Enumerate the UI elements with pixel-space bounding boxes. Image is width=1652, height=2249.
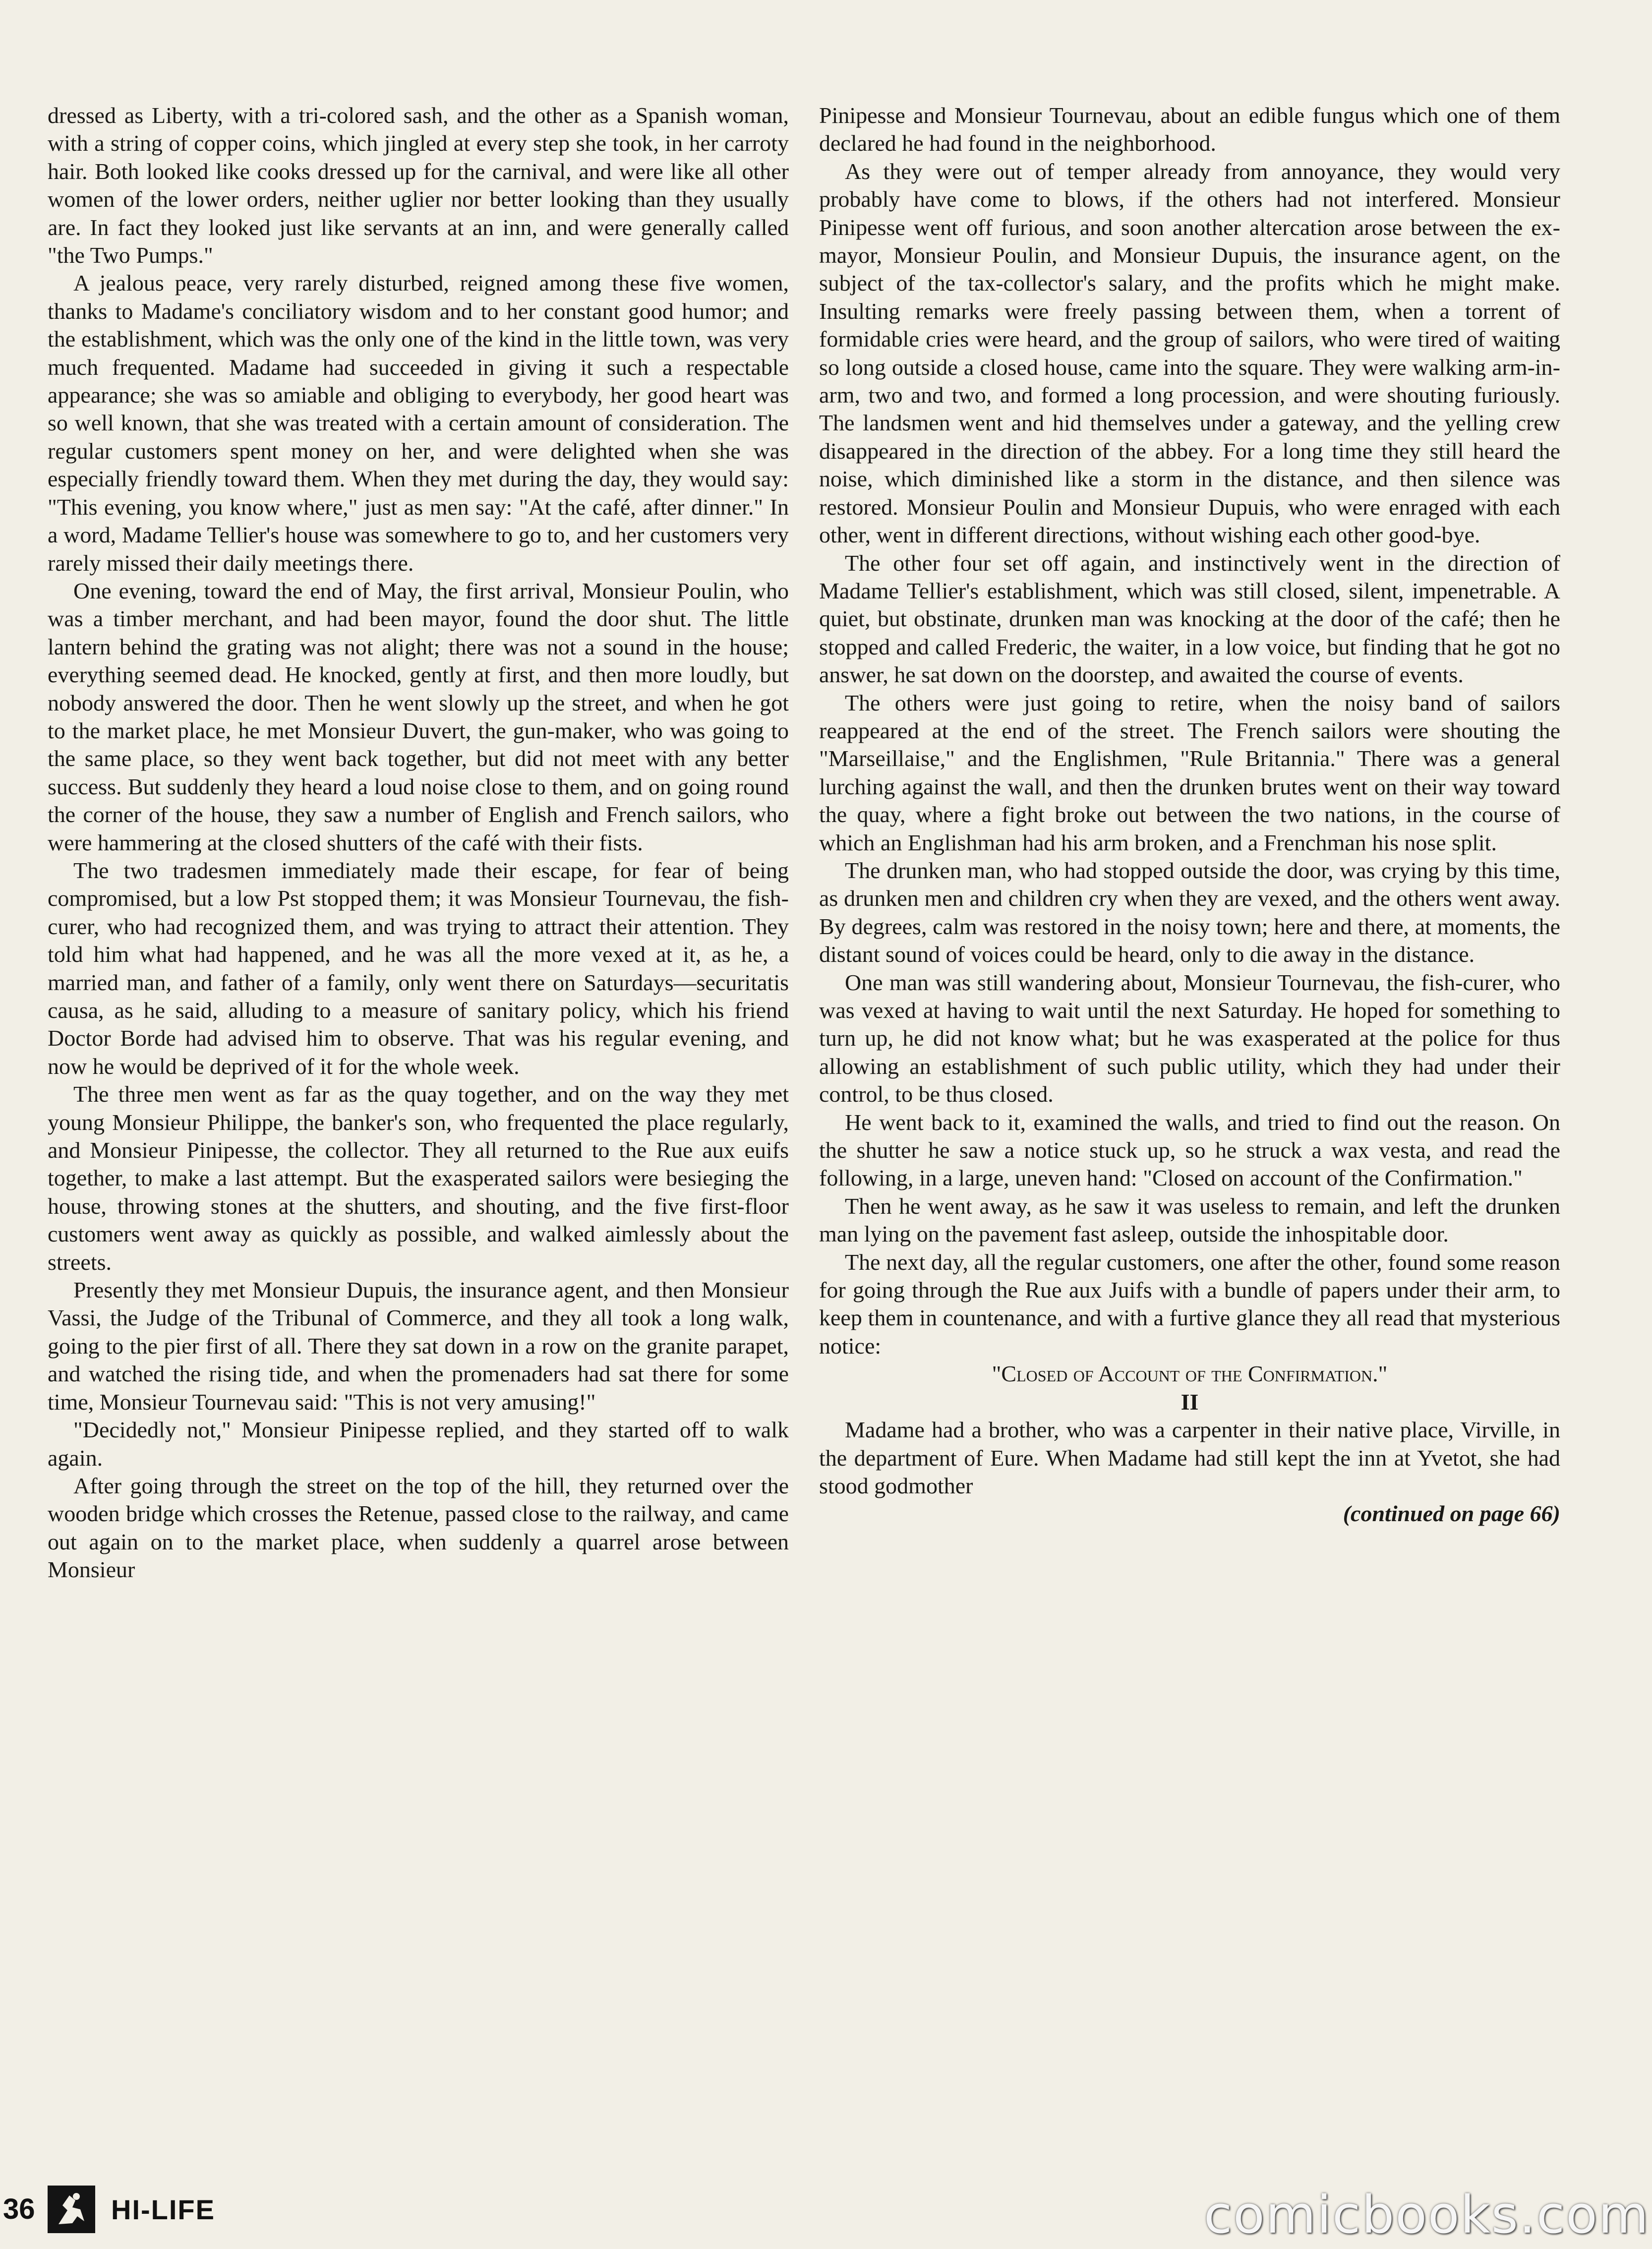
paragraph: "Decidedly not," Monsieur Pinipesse replied, and they started off to walk again. [48,1417,789,1471]
article-column-left [48,102,789,1584]
paragraph: dressed as Liberty, with a tri-colored sash, and the other as a Spanish woman, with a string of copper coins, which jingled at every step she took, in her carroty hair. Both looked like cooks dressed up for the carnival, and were like all other women of the lower orders, neither uglier nor better looking than they usually are. In fact they looked just like servants at an inn, and were generally called "the Two Pumps." [48,103,789,268]
paragraph: The others were just going to retire, when the noisy band of sailors reappeared at the end of the street. The French sailors were shouting the "Marseillaise," and the Englishmen, "Rule Britannia." There was a general lurching against the wall, and then the drunken brutes went on their way toward the quay, where a fight broke out between the two nations, in the course of which an Englishman had his arm broken, and a Frenchman his nose split. [819,690,1560,855]
paragraph: After going through the street on the top of the hill, they returned over the wooden bridge which crosses the Retenue, passed close to the railway, and came out again on to the market place, when suddenly a quarrel arose between Monsieur [48,1473,789,1583]
article-column-right [819,102,1560,1528]
paragraph: The other four set off again, and instinctively went in the direction of Madame Tellier's establishment, which was still closed, silent, impenetrable. A quiet, but obstinate, drunken man was knocking at the door of the café; then he stopped and called Frederic, the waiter, in a low voice, but finding that he got no answer, he sat down on the doorstep, and awaited the course of events. [819,550,1560,688]
magazine-name: HI-LIFE [111,2194,215,2225]
continued-note: (continued on page 66) [1343,1501,1560,1527]
paragraph: Pinipesse and Monsieur Tournevau, about an edible fungus which one of them declared he had found in the neighborhood. [819,103,1560,156]
page-footer [0,2184,446,2238]
paragraph: As they were out of temper already from annoyance, they would very probably have come to blows, if the others had not interfered. Monsieur Pinipesse went off furious, and soon another altercation arose between the ex-mayor, Monsieur Poulin, and Monsieur Dupuis, the insurance agent, on the subject of the tax-collector's salary, and the profits which he might make. Insulting remarks were freely passing between them, when a torrent of formidable cries were heard, and the group of sailors, who were tired of waiting so long outside a closed house, came into the square. They were walking arm-in-arm, two and two, and formed a long procession, and were shouting furiously. The landsmen went and hid themselves under a gateway, and the yelling crew disappeared in the direction of the abbey. For a long time they still heard the noise, which diminished like a storm in the distance, and then silence was restored. Monsieur Poulin and Monsieur Dupuis, who were enraged with each other, went in different directions, without wishing each other good-bye. [819,158,1560,548]
paragraph: Madame had a brother, who was a carpenter in their native place, Virville, in the department of Eure. When Madame had still kept the inn at Yvetot, she had stood godmother [819,1417,1560,1498]
paragraph: The two tradesmen immediately made their escape, for fear of being compromised, but a low Pst stopped them; it was Monsieur Tournevau, the fish-curer, who had recognized them, and was trying to attract their attention. They told him what had happened, and he was all the more vexed at it, as he, a married man, and father of a family, only went there on Saturdays—securitatis causa, as he said, alluding to a measure of sanitary policy, which his friend Doctor Borde had advised him to observe. That was his regular evening, and now he would be deprived of it for the whole week. [48,857,789,1079]
paragraph: Then he went away, as he saw it was useless to remain, and left the drunken man lying on the pavement fast asleep, outside the inhospitable door. [819,1193,1560,1247]
page-number: 36 [3,2193,35,2225]
notice-text: "Closed of Account of the Confirmation." [992,1361,1388,1387]
paragraph: Presently they met Monsieur Dupuis, the insurance agent, and then Monsieur Vassi, the Judge of the Tribunal of Commerce, and they all took a long walk, going to the pier first of all. There they sat down in a row on the granite parapet, and watched the rising tide, and when the promenaders had sat there for some time, Monsieur Tournevau said: "This is not very amusing!" [48,1277,789,1415]
section-heading: II [1180,1389,1199,1415]
watermark: comicbooks.com [1204,2185,1650,2245]
paragraph: The three men went as far as the quay together, and on the way they met young Monsieur Philippe, the banker's son, who frequented the place regularly, and Monsieur Pinipesse, the collector. They all returned to the Rue aux euifs together, to make a last attempt. But the exasperated sailors were besieging the house, throwing stones at the shutters, and shouting, and the five first-floor customers went away as quickly as possible, and walked aimlessly about the streets. [48,1081,789,1275]
paragraph: The next day, all the regular customers, one after the other, found some reason for going through the Rue aux Juifs with a bundle of papers under their arm, to keep them in countenance, and with a furtive glance they all read that mysterious notice: [819,1249,1560,1359]
paragraph: He went back to it, examined the walls, and tried to find out the reason. On the shutter he saw a notice stuck up, so he struck a wax vesta, and read the following, in a large, uneven hand: "Closed on account of the Confirmation." [819,1109,1560,1191]
magazine-logo-icon [48,2186,95,2233]
paragraph: A jealous peace, very rarely disturbed, reigned among these five women, thanks to Madame's conciliatory wisdom and to her constant good humor; and the establishment, which was the only one of the kind in the little town, was very much frequented. Madame had succeeded in giving it such a respectable appearance; she was so amiable and obliging to everybody, her good heart was so well known, that she was treated with a certain amount of consideration. The regular customers spent money on her, and were delighted when she was especially friendly toward them. When they met during the day, they would say: "This evening, you know where," just as men say: "At the café, after dinner." In a word, Madame Tellier's house was somewhere to go to, and her customers very rarely missed their daily meetings there. [48,270,789,576]
paragraph: One evening, toward the end of May, the first arrival, Monsieur Poulin, who was a timber merchant, and had been mayor, found the door shut. The little lantern behind the grating was not alight; there was not a sound in the house; everything seemed dead. He knocked, gently at first, and then more loudly, but nobody answered the door. Then he went slowly up the street, and when he got to the market place, he met Monsieur Duvert, the gun-maker, who was going to the same place, so they went back together, but did not meet with any better success. But suddenly they heard a loud noise close to them, and on going round the corner of the house, they saw a number of English and French sailors, who were hammering at the closed shutters of the café with their fists. [48,578,789,855]
paragraph: One man was still wandering about, Monsieur Tournevau, the fish-curer, who was vexed at having to wait until the next Saturday. He hoped for something to turn up, he did not know what; but he was exasperated at the police for thus allowing an establishment of such public utility, which they had under their control, to be thus closed. [819,969,1560,1107]
paragraph: The drunken man, who had stopped outside the door, was crying by this time, as drunken men and children cry when they are vexed, and the others went away. By degrees, calm was restored in the noisy town; here and there, at moments, the distant sound of voices could be heard, only to die away in the distance. [819,857,1560,967]
